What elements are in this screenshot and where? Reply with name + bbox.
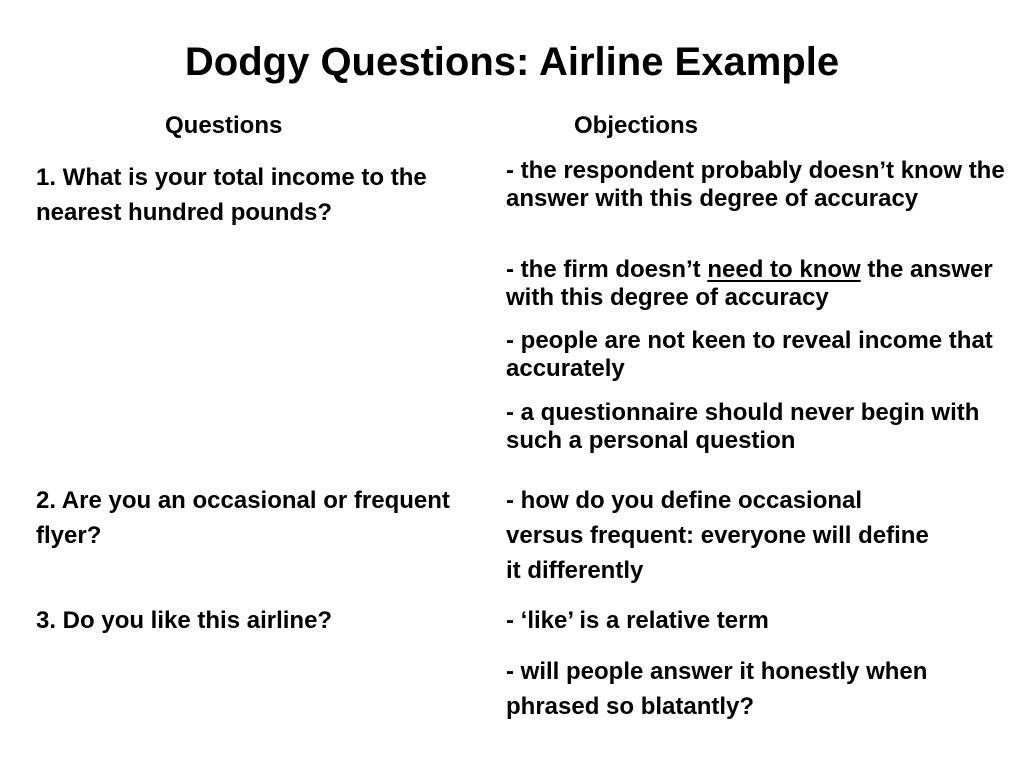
page-title: Dodgy Questions: Airline Example (184, 40, 840, 84)
q1-objection-2-end: the answer with this degree of accuracy (506, 256, 993, 311)
q1-objection-2-start: - the firm doesn’t (506, 256, 708, 283)
objections-column-header: Objections (574, 112, 699, 139)
q3-objection-2: - will people answer it honestly when phrased so blatantly? (506, 658, 928, 720)
q1-objection-4: - a questionnaire should never begin with such a personal question (506, 399, 980, 454)
question-2: 2. Are you an occasional or frequent flyer? (36, 487, 450, 549)
q3-objection-1: - ‘like’ is a relative term (506, 607, 769, 634)
q2-objection-1: - how do you define occasional versus frequent: everyone will define it differently (506, 487, 929, 584)
question-1: 1. What is your total income to the nearest hundred pounds? (36, 164, 427, 226)
questions-column-header: Questions (165, 112, 283, 139)
q1-objection-3: - people are not keen to reveal income that accurately (506, 327, 993, 382)
q1-objection-1: - the respondent probably doesn’t know the answer with this degree of accuracy (506, 157, 1005, 212)
emphasis-need-to-know: need to know (707, 256, 861, 283)
question-3: 3. Do you like this airline? (36, 607, 333, 634)
q1-objection-2 (506, 256, 1016, 312)
